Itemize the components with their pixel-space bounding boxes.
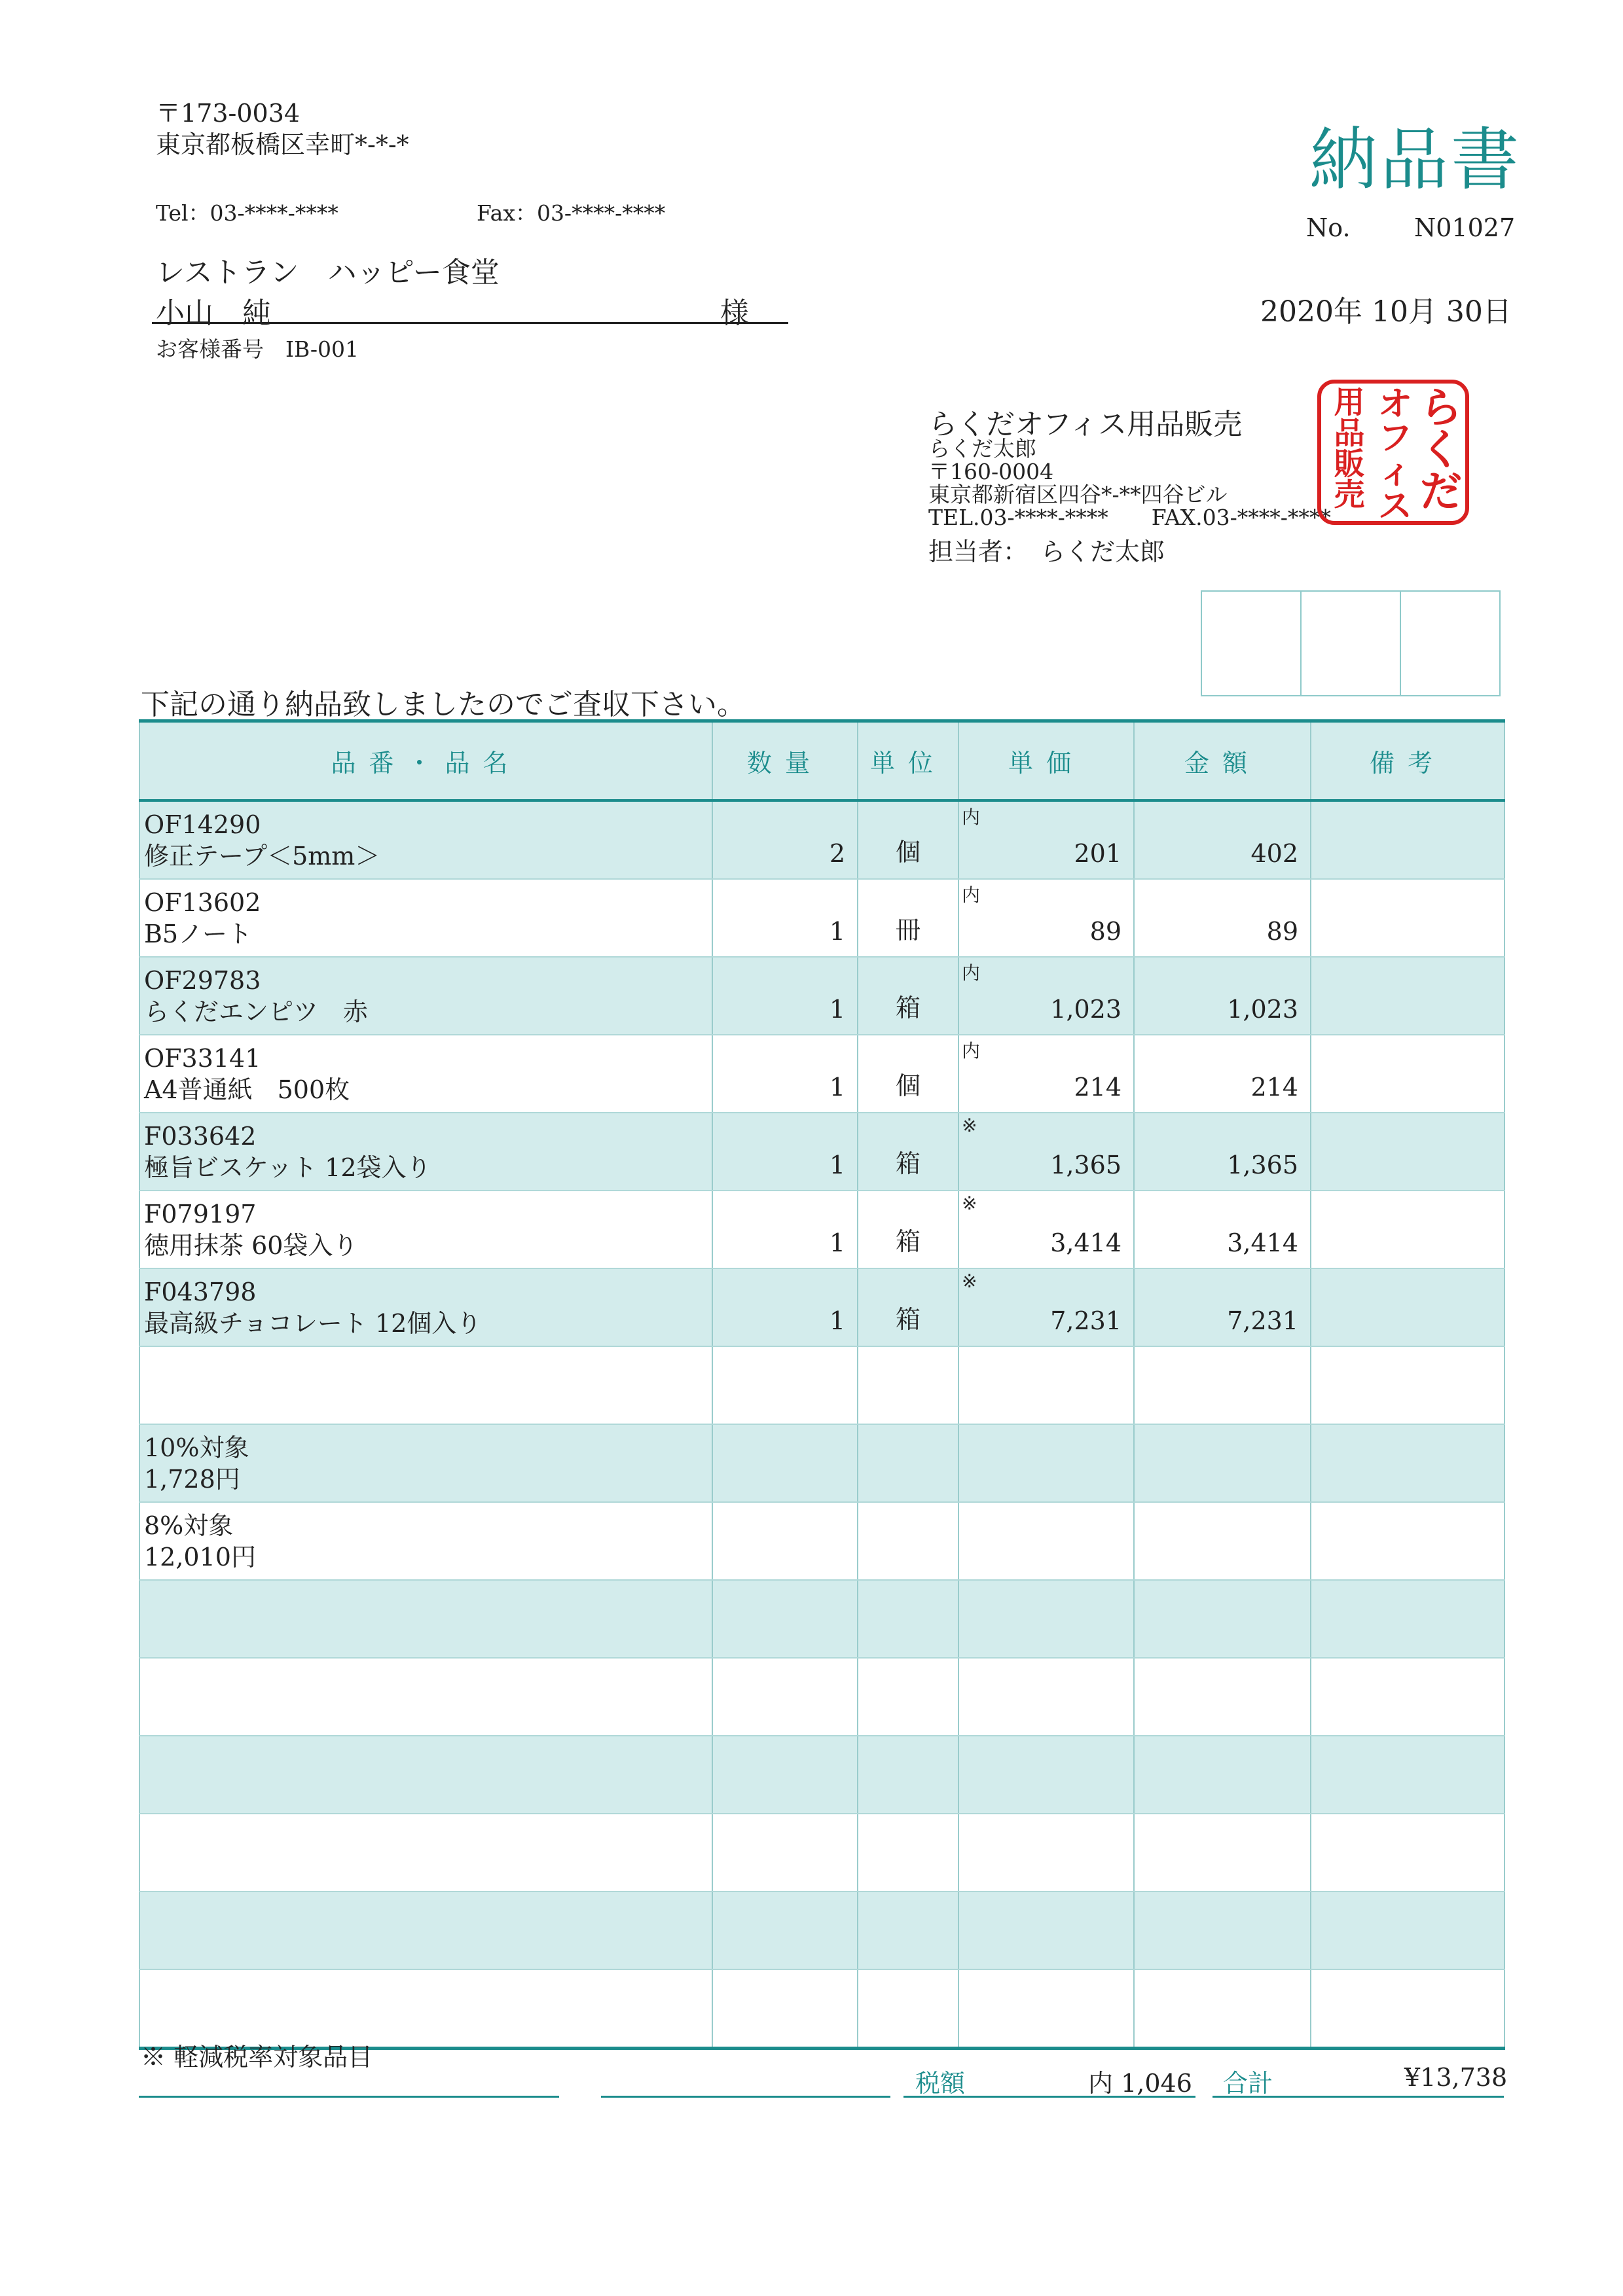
tax-mark: 内 (962, 1040, 981, 1062)
sender-telfax: TEL.03-****-**** FAX.03-****-**** (928, 505, 1331, 530)
table-row (139, 1580, 1504, 1658)
item-price: 201 (1074, 839, 1122, 868)
tax-mark: ※ (962, 1115, 977, 1136)
cell-qty (712, 1346, 858, 1424)
cell-item (139, 1736, 712, 1814)
cell-price (958, 800, 1134, 879)
cell-qty (712, 1892, 858, 1969)
footer-line (1213, 2096, 1504, 2098)
cell-qty (712, 1736, 858, 1814)
seal-character: オ (1377, 385, 1412, 424)
item-code: 8%対象 (144, 1511, 234, 1540)
table-row (139, 1892, 1504, 1969)
cell-unit (858, 1814, 958, 1892)
cell-unit (858, 1580, 958, 1658)
cell-note (1311, 1268, 1504, 1346)
cell-qty (712, 1113, 858, 1191)
item-qty: 1 (829, 1306, 845, 1335)
recipient-underline (152, 322, 788, 324)
cell-item (139, 957, 712, 1035)
cell-unit (858, 879, 958, 957)
item-amount: 3,414 (1227, 1229, 1298, 1257)
item-amount: 402 (1250, 839, 1298, 868)
cell-price (958, 1191, 1134, 1268)
cell-item (139, 1892, 712, 1969)
cell-amount (1134, 1658, 1311, 1736)
cell-price (958, 1346, 1134, 1424)
cell-unit (858, 1892, 958, 1969)
table-row (139, 1035, 1504, 1113)
tax-mark: 内 (962, 884, 981, 906)
cell-qty (712, 1268, 858, 1346)
item-price: 1,365 (1050, 1151, 1122, 1179)
cell-qty (712, 1502, 858, 1580)
item-name: 修正テープ＜5mm＞ (144, 842, 380, 870)
tax-mark: ※ (962, 1270, 977, 1292)
cell-item (139, 1502, 712, 1580)
cell-note (1311, 1191, 1504, 1268)
header-price: 単価 (958, 721, 1134, 801)
cell-qty (712, 1424, 858, 1502)
document-no-label: No. (1306, 213, 1351, 242)
cell-note (1311, 1969, 1504, 2049)
seal-character: だ (1420, 468, 1462, 516)
table-header (139, 721, 1504, 801)
header-qty: 数量 (712, 721, 858, 801)
tax-mark: 内 (962, 806, 981, 828)
sender-postal: 〒160-0004 (928, 459, 1054, 484)
table-row (139, 1268, 1504, 1346)
cell-item (139, 1658, 712, 1736)
item-amount: 89 (1266, 917, 1298, 946)
sender-address: 東京都新宿区四谷*-**四谷ビル (928, 482, 1228, 507)
cell-note (1311, 1814, 1504, 1892)
cell-note (1311, 879, 1504, 957)
item-amount: 1,365 (1227, 1151, 1298, 1179)
cell-note (1311, 1736, 1504, 1814)
seal-column (1417, 384, 1465, 516)
sender-staff: 担当者： らくだ太郎 (928, 537, 1165, 566)
cell-price (958, 1658, 1134, 1736)
table-row (139, 1814, 1504, 1892)
cell-qty (712, 800, 858, 879)
cell-price (958, 1736, 1134, 1814)
table-row (139, 1736, 1504, 1814)
item-amount: 7,231 (1227, 1306, 1298, 1335)
item-code: OF33141 (144, 1044, 261, 1073)
header-amount: 金額 (1134, 721, 1311, 801)
cell-qty (712, 1191, 858, 1268)
cell-item (139, 1814, 712, 1892)
cell-unit (858, 1658, 958, 1736)
item-name: 極旨ビスケット 12袋入り (144, 1153, 431, 1182)
item-name: 徳用抹茶 60袋入り (144, 1231, 358, 1260)
cell-amount (1134, 1736, 1311, 1814)
footer-line (601, 2096, 890, 2098)
item-qty: 2 (829, 839, 845, 868)
item-unit: 個 (895, 1071, 921, 1100)
cell-amount (1134, 1346, 1311, 1424)
cell-unit (858, 1424, 958, 1502)
seal-character: 売 (1334, 477, 1365, 513)
table-row (139, 1346, 1504, 1424)
seal-character: ィ (1377, 453, 1412, 492)
cell-price (958, 1814, 1134, 1892)
cell-amount (1134, 1502, 1311, 1580)
recipient-fax: Fax：03-****-**** (477, 200, 666, 226)
table-row (139, 879, 1504, 957)
seal-character: 品 (1334, 416, 1365, 452)
cell-amount (1134, 1580, 1311, 1658)
document-no: N01027 (1414, 213, 1516, 242)
header-unit: 単位 (858, 721, 958, 801)
recipient-honorific: 様 (720, 296, 749, 330)
cell-amount (1134, 800, 1311, 879)
tax-label: 税額 (915, 2069, 966, 2098)
item-price: 3,414 (1050, 1229, 1122, 1257)
cell-qty (712, 1969, 858, 2049)
recipient-person: 小山 純 (156, 296, 271, 330)
item-price: 7,231 (1050, 1306, 1122, 1335)
cell-note (1311, 1580, 1504, 1658)
cell-qty (712, 1035, 858, 1113)
cell-price (958, 1892, 1134, 1969)
cell-unit (858, 1268, 958, 1346)
cell-amount (1134, 957, 1311, 1035)
seal-character: 用 (1334, 385, 1365, 421)
table-row (139, 1113, 1504, 1191)
cell-item (139, 1191, 712, 1268)
cell-amount (1134, 1424, 1311, 1502)
item-code: 10%対象 (144, 1433, 249, 1462)
document-title: 納品書 (1309, 120, 1522, 200)
customer-number: お客様番号 IB-001 (156, 336, 359, 362)
cell-note (1311, 1113, 1504, 1191)
item-unit: 箱 (895, 1305, 921, 1334)
reduced-tax-note: ※ 軽減税率対象品目 (141, 2043, 373, 2072)
total-value: ¥13,738 (1404, 2063, 1508, 2092)
recipient-postal: 〒173-0034 (156, 99, 301, 128)
cell-price (958, 879, 1134, 957)
item-unit: 箱 (895, 1227, 921, 1256)
cell-item (139, 1268, 712, 1346)
item-unit: 個 (895, 838, 921, 867)
cell-item (139, 1035, 712, 1113)
table-row (139, 1191, 1504, 1268)
cell-qty (712, 1814, 858, 1892)
company-seal (1317, 380, 1469, 525)
cell-unit (858, 800, 958, 879)
item-code: OF29783 (144, 966, 261, 995)
cell-qty (712, 1580, 858, 1658)
cell-qty (712, 957, 858, 1035)
item-name: 1,728円 (144, 1465, 240, 1494)
tax-mark: 内 (962, 962, 981, 984)
cell-amount (1134, 1035, 1311, 1113)
cell-price (958, 957, 1134, 1035)
seal-character: 販 (1334, 446, 1365, 482)
cell-unit (858, 1346, 958, 1424)
item-code: OF13602 (144, 888, 261, 917)
cell-note (1311, 1502, 1504, 1580)
tax-mark: ※ (962, 1193, 977, 1214)
total-label: 合計 (1223, 2069, 1273, 2098)
item-unit: 冊 (895, 916, 921, 944)
cell-unit (858, 1736, 958, 1814)
cell-unit (858, 957, 958, 1035)
sender-company: らくだオフィス用品販売 (928, 408, 1243, 441)
seal-character: ス (1377, 487, 1412, 526)
item-unit: 箱 (895, 994, 921, 1022)
seal-character: く (1420, 426, 1462, 475)
cell-unit (858, 1969, 958, 2049)
header-note: 備考 (1311, 721, 1504, 801)
item-unit: 箱 (895, 1149, 921, 1178)
table-row (139, 957, 1504, 1035)
cell-qty (712, 879, 858, 957)
footer-line (903, 2096, 1195, 2098)
cell-note (1311, 800, 1504, 879)
cell-unit (858, 1502, 958, 1580)
cell-unit (858, 1191, 958, 1268)
item-code: F043798 (144, 1278, 257, 1306)
item-qty: 1 (829, 917, 845, 946)
item-qty: 1 (829, 1229, 845, 1257)
item-name: 12,010円 (144, 1543, 256, 1571)
cell-amount (1134, 1268, 1311, 1346)
seal-character: フ (1377, 419, 1412, 458)
cell-note (1311, 957, 1504, 1035)
seal-column (1371, 387, 1419, 524)
cell-note (1311, 1346, 1504, 1424)
delivery-date: 2020年 10月 30日 (1260, 295, 1512, 329)
table-row (139, 1658, 1504, 1736)
item-price: 214 (1074, 1073, 1122, 1102)
intro-text: 下記の通り納品致しましたのでご査収下さい。 (141, 688, 746, 721)
item-name: らくだエンピツ 赤 (144, 997, 369, 1026)
cell-item (139, 1424, 712, 1502)
item-qty: 1 (829, 995, 845, 1024)
cell-amount (1134, 1892, 1311, 1969)
item-code: F033642 (144, 1122, 257, 1151)
recipient-address: 東京都板橋区幸町*-*-* (156, 130, 409, 159)
cell-price (958, 1424, 1134, 1502)
cell-item (139, 800, 712, 879)
recipient-tel: Tel：03-****-**** (156, 200, 338, 226)
cell-unit (858, 1035, 958, 1113)
approval-box (1302, 592, 1401, 695)
cell-amount (1134, 879, 1311, 957)
approval-box (1401, 592, 1499, 695)
item-name: A4普通紙 500枚 (144, 1075, 350, 1104)
item-name: B5ノート (144, 920, 252, 948)
cell-price (958, 1502, 1134, 1580)
cell-amount (1134, 1191, 1311, 1268)
item-code: OF14290 (144, 810, 261, 839)
item-qty: 1 (829, 1151, 845, 1179)
cell-note (1311, 1658, 1504, 1736)
tax-value: 内 1,046 (1088, 2069, 1192, 2098)
table-row (139, 1424, 1504, 1502)
cell-note (1311, 1035, 1504, 1113)
cell-amount (1134, 1969, 1311, 2049)
cell-price (958, 1113, 1134, 1191)
cell-price (958, 1969, 1134, 2049)
cell-price (958, 1268, 1134, 1346)
cell-price (958, 1035, 1134, 1113)
item-price: 89 (1089, 917, 1122, 946)
cell-qty (712, 1658, 858, 1736)
cell-note (1311, 1892, 1504, 1969)
approval-boxes (1201, 590, 1501, 696)
item-amount: 214 (1250, 1073, 1298, 1102)
cell-item (139, 879, 712, 957)
seal-character: ら (1420, 384, 1462, 433)
cell-item (139, 1346, 712, 1424)
table-row (139, 800, 1504, 879)
cell-note (1311, 1424, 1504, 1502)
approval-box (1202, 592, 1302, 695)
footer-line (139, 2096, 559, 2098)
cell-amount (1134, 1814, 1311, 1892)
seal-column (1325, 387, 1374, 511)
sender-name: らくだ太郎 (928, 436, 1036, 461)
item-price: 1,023 (1050, 995, 1122, 1024)
cell-unit (858, 1113, 958, 1191)
cell-item (139, 1113, 712, 1191)
recipient-company: レストラン ハッピー食堂 (156, 256, 500, 289)
item-qty: 1 (829, 1073, 845, 1102)
items-table (139, 719, 1505, 2050)
item-amount: 1,023 (1227, 995, 1298, 1024)
cell-item (139, 1580, 712, 1658)
cell-price (958, 1580, 1134, 1658)
header-item: 品番・品名 (139, 721, 712, 801)
cell-amount (1134, 1113, 1311, 1191)
table-row (139, 1502, 1504, 1580)
item-code: F079197 (144, 1200, 257, 1229)
item-name: 最高級チョコレート 12個入り (144, 1309, 482, 1338)
